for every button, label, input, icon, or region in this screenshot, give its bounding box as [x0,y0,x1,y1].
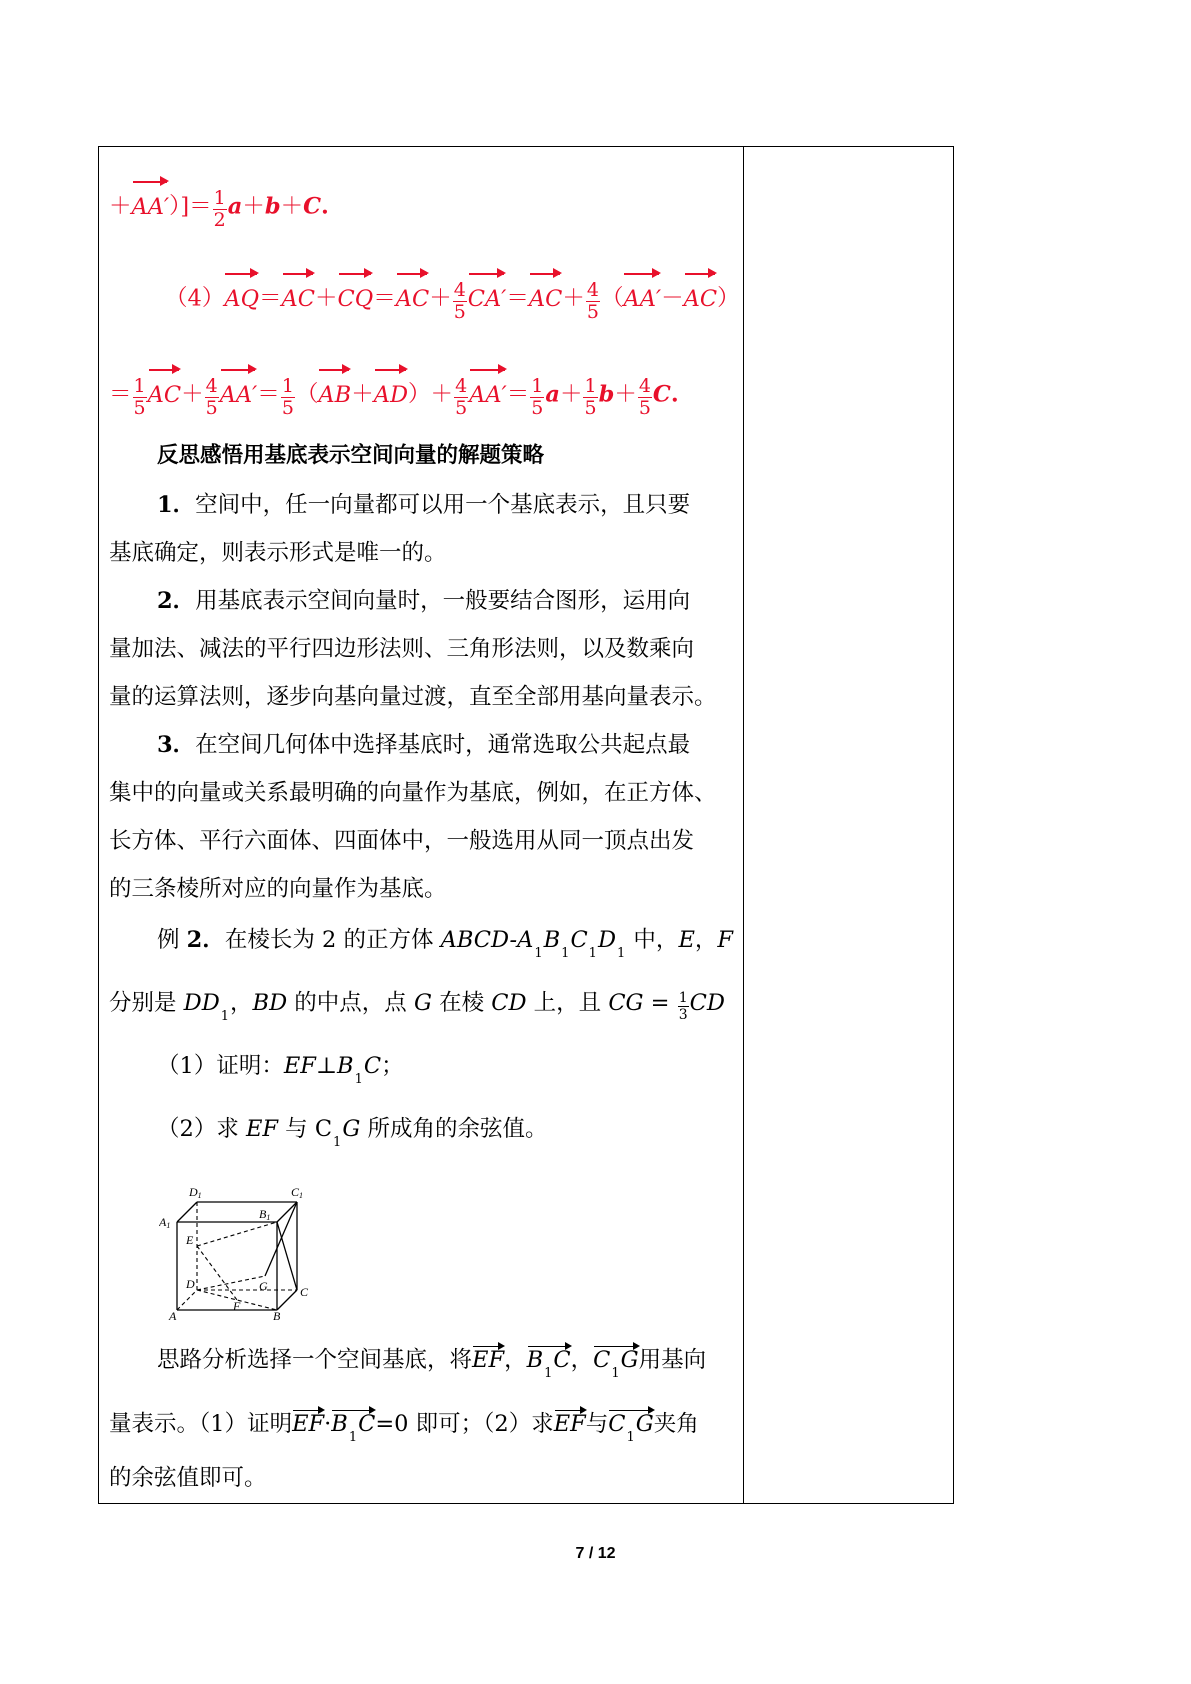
reflection-p3-line2: 集中的向量或关系最明确的向量作为基底，例如，在正方体、 [109,780,717,806]
cube-figure [159,1170,319,1320]
label-D1: D1 [189,1185,202,1200]
reflection-p3-line3: 长方体、平行六面体、四面体中，一般选用从同一顶点出发 [109,828,695,854]
reflection-title: 反思感悟用基底表示空间向量的解题策略 [157,443,545,468]
reflection-p3-line4: 的三条棱所对应的向量作为基底。 [109,876,447,902]
analysis-line-3: 的余弦值即可。 [109,1465,267,1491]
reflection-p2-line2: 量加法、减法的平行四边形法则、三角形法则，以及数乘向 [109,636,695,662]
reflection-p1-line2: 基底确定，则表示形式是唯一的。 [109,540,447,566]
reflection-p3-line1: 3．在空间几何体中选择基底时，通常选取公共起点最 [157,732,691,758]
analysis-line-2: 量表示。（1）证明$EF\cdot B_1C=0$ 即可；（2）求EF与$C_1G$夹角 [109,1409,699,1453]
label-D: D [186,1277,195,1291]
solution-line-2: （4）AQ＝AC＋CQ＝AC＋ $\frac{4}{5}$ CA′＝AC＋ $\frac{4}{5}$ （AA′－AC） [165,279,740,323]
column-divider [743,147,744,1503]
label-E: E [186,1233,194,1247]
main-column [109,147,739,1503]
page-number: 7 / 12 [575,1545,616,1562]
solution-line-3: ＝ $\frac{1}{5}$ AC＋ $\frac{4}{5}$ AA′＝ $\frac{1}{5}$ （AB＋AD）＋ $\frac{4}{5}$ AA′＝ $\frac{1}{5}$ a＋ $\frac{1}{5}$ b＋ $\frac{4}{5}$ C. [109,375,679,419]
example-question-2: （2）求 EF 与 $C_1G$ 所成角的余弦值。 [157,1116,548,1150]
label-B: B [273,1309,281,1320]
label-A: A [169,1309,177,1320]
example-line-2: 分别是 $DD_1$，BD 的中点，点 G 在棱 CD 上，且 CG = $\frac{1}{3}$ CD [109,989,725,1024]
reflection-p2-line3: 量的运算法则，逐步向基向量过渡，直至全部用基向量表示。 [109,684,717,710]
label-C1: C1 [291,1185,304,1200]
reflection-p1-line1: 1．空间中，任一向量都可以用一个基底表示，且只要 [157,492,691,518]
label-G: G [259,1279,268,1293]
example-question-1: （1）证明：$EF\perp B_1C$； [157,1053,404,1087]
analysis-line-1: 思路分析选择一个空间基底，将EF，$B_1C$，$C_1G$用基向 [157,1345,706,1389]
content-table [98,146,954,1504]
example-line-1: 例 2．在棱长为 2 的正方体 ABCD-$A_1B_1C_1D_1$ 中，E，F [157,927,734,961]
reflection-p2-line1: 2．用基底表示空间向量时，一般要结合图形，运用向 [157,588,691,614]
label-B1: B1 [259,1207,271,1222]
label-C: C [300,1285,309,1299]
solution-line-1: ＋AA′）]＝ $\frac{1}{2}$ a＋b＋C. [109,187,329,231]
label-A1: A1 [159,1215,171,1230]
label-F: F [233,1299,241,1313]
